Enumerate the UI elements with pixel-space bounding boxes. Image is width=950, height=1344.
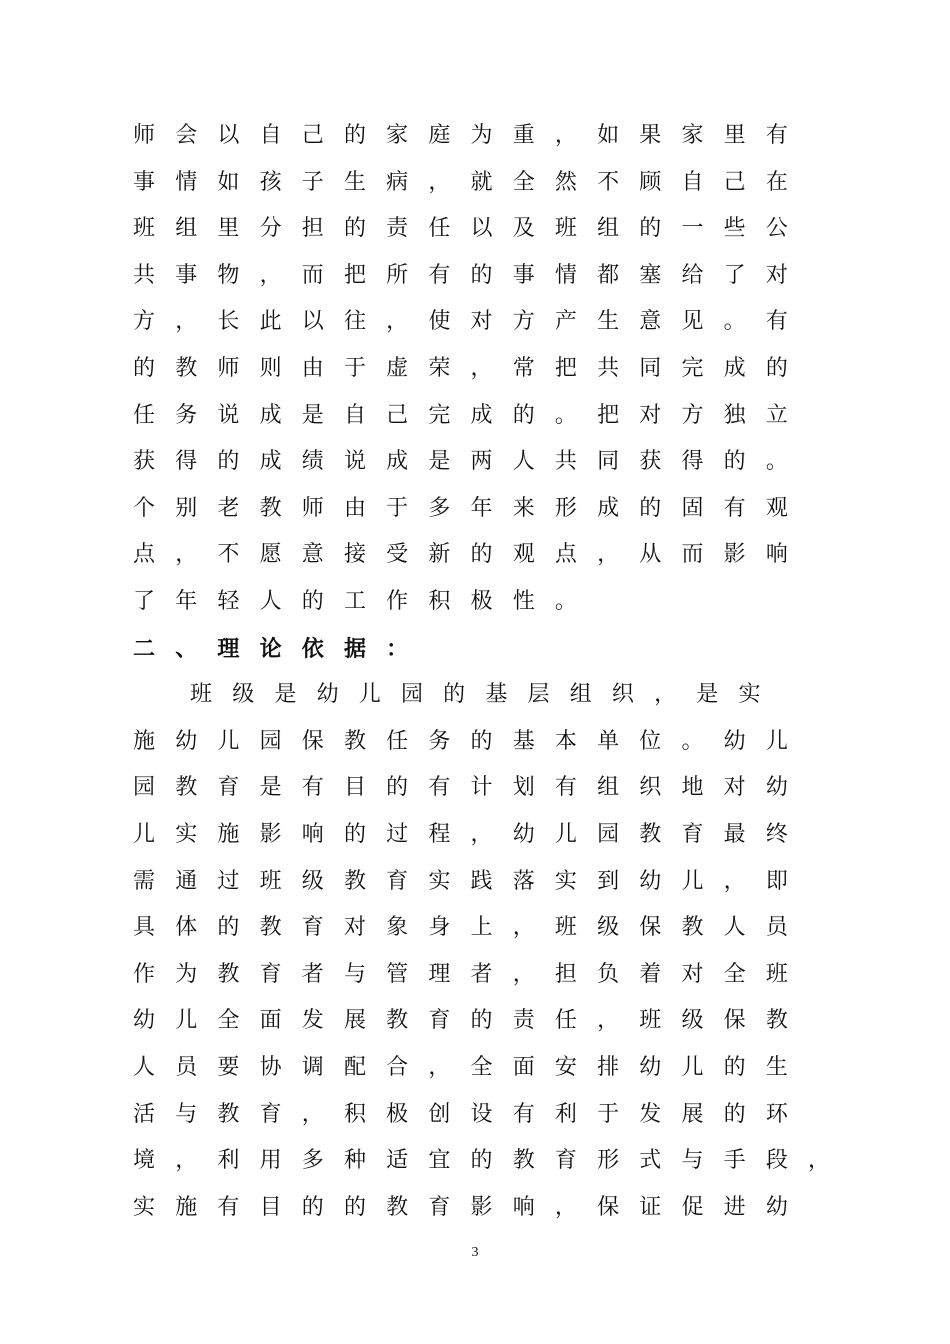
text-line: 活 与 教 育 ， 积 极 创 设 有 利 于 发 展 的 环 [133, 1101, 788, 1127]
text-line: 人 员 要 协 调 配 合 ， 全 面 安 排 幼 儿 的 生 [133, 1055, 788, 1080]
text-line: 园 教 育 是 有 目 的 有 计 划 有 组 织 地 对 幼 [133, 775, 788, 801]
text-line: 施 幼 儿 园 保 教 任 务 的 基 本 单 位 。 幼 儿 [133, 728, 788, 754]
text-line: 点 ， 不 愿 意 接 受 新 的 观 点 ， 从 而 影 响 [133, 542, 788, 568]
text-line: 共 事 物 ， 而 把 所 有 的 事 情 都 塞 给 了 对 [133, 262, 788, 288]
text-line: 的 教 师 则 由 于 虚 荣 ， 常 把 共 同 完 成 的 [133, 356, 788, 381]
text-line: 幼 儿 全 面 发 展 教 育 的 责 任 ， 班 级 保 教 [133, 1008, 788, 1034]
text-line: 作 为 教 育 者 与 管 理 者 ， 担 负 着 对 全 班 [133, 961, 788, 987]
page-number: 3 [471, 1245, 479, 1260]
text-line: 个 别 老 教 师 由 于 多 年 来 形 成 的 固 有 观 [133, 495, 788, 521]
text-line: 师 会 以 自 己 的 家 庭 为 重 ， 如 果 家 里 有 [133, 123, 788, 148]
text-line: 班 组 里 分 担 的 责 任 以 及 班 组 的 一 些 公 [133, 216, 788, 242]
text-line: 需 通 过 班 级 教 育 实 践 落 实 到 幼 儿 ， 即 [133, 868, 788, 894]
text-line: 具 体 的 教 育 对 象 身 上 ， 班 级 保 教 人 员 [133, 915, 788, 941]
section-heading: 二 、 理 论 依 据 ： [133, 635, 409, 662]
text-line: 事 情 如 孩 子 生 病 ， 就 全 然 不 顾 自 己 在 [133, 169, 788, 195]
text-line: 实 施 有 目 的 的 教 育 影 响 ， 保 证 促 进 幼 [133, 1194, 788, 1220]
text-line: 任 务 说 成 是 自 己 完 成 的 。 把 对 方 独 立 [133, 402, 788, 428]
text-line: 境 ， 利 用 多 种 适 宜 的 教 育 形 式 与 手 段 ， [133, 1148, 831, 1174]
text-line: 了 年 轻 人 的 工 作 积 极 性 。 [133, 589, 577, 614]
text-line: 儿 实 施 影 响 的 过 程 ， 幼 儿 园 教 育 最 终 [133, 822, 788, 847]
text-line: 方 ， 长 此 以 往 ， 使 对 方 产 生 意 见 。 有 [133, 309, 788, 335]
text-line: 获 得 的 成 绩 说 成 是 两 人 共 同 获 得 的 。 [133, 449, 788, 475]
text-line: 班 级 是 幼 儿 园 的 基 层 组 织 ， 是 实 [190, 682, 761, 708]
